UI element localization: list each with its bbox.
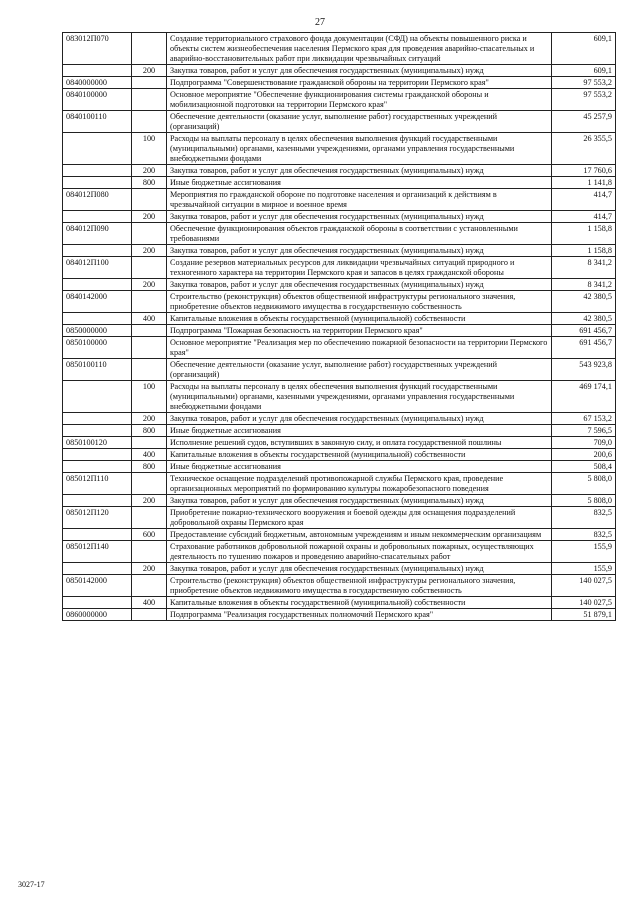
expense-type-cell xyxy=(132,89,167,111)
code-cell: 085012П120 xyxy=(63,507,132,529)
code-cell xyxy=(63,495,132,507)
expense-type-cell xyxy=(132,507,167,529)
page-number: 27 xyxy=(315,17,325,28)
table-row xyxy=(63,133,616,165)
code-cell xyxy=(63,65,132,77)
amount-cell: 45 257,9 xyxy=(552,111,616,133)
code-cell xyxy=(63,133,132,165)
amount-cell: 414,7 xyxy=(552,211,616,223)
amount-cell: 155,9 xyxy=(552,541,616,563)
amount-cell: 709,0 xyxy=(552,437,616,449)
table-row xyxy=(63,257,616,279)
table-row xyxy=(63,325,616,337)
code-cell xyxy=(63,165,132,177)
code-cell: 085012П140 xyxy=(63,541,132,563)
code-cell: 0840000000 xyxy=(63,77,132,89)
amount-cell: 1 158,8 xyxy=(552,245,616,257)
description-cell: Подпрограмма "Совершенствование гражданской обороны на территории Пермского края" xyxy=(167,77,552,89)
expense-type-cell: 200 xyxy=(132,495,167,507)
expense-type-cell: 800 xyxy=(132,177,167,189)
code-cell xyxy=(63,425,132,437)
description-cell: Закупка товаров, работ и услуг для обеспечения государственных (муниципальных) нужд xyxy=(167,165,552,177)
table-row xyxy=(63,111,616,133)
code-cell: 0850100110 xyxy=(63,359,132,381)
expense-type-cell xyxy=(132,189,167,211)
table-row xyxy=(63,563,616,575)
table-row xyxy=(63,177,616,189)
table-row xyxy=(63,381,616,413)
table-row xyxy=(63,449,616,461)
amount-cell: 1 141,8 xyxy=(552,177,616,189)
description-cell: Закупка товаров, работ и услуг для обеспечения государственных (муниципальных) нужд xyxy=(167,495,552,507)
table-row xyxy=(63,77,616,89)
amount-cell: 51 879,1 xyxy=(552,609,616,621)
expense-type-cell xyxy=(132,291,167,313)
code-cell xyxy=(63,413,132,425)
amount-cell: 97 553,2 xyxy=(552,89,616,111)
expense-type-cell xyxy=(132,575,167,597)
amount-cell: 832,5 xyxy=(552,507,616,529)
table-row xyxy=(63,337,616,359)
code-cell xyxy=(63,563,132,575)
amount-cell: 200,6 xyxy=(552,449,616,461)
amount-cell: 155,9 xyxy=(552,563,616,575)
table-row xyxy=(63,165,616,177)
amount-cell: 5 808,0 xyxy=(552,473,616,495)
code-cell xyxy=(63,529,132,541)
expense-type-cell xyxy=(132,337,167,359)
table-row xyxy=(63,609,616,621)
code-cell xyxy=(63,461,132,473)
expense-type-cell xyxy=(132,77,167,89)
expense-type-cell xyxy=(132,111,167,133)
description-cell: Иные бюджетные ассигнования xyxy=(167,461,552,473)
description-cell: Предоставление субсидий бюджетным, автономным учреждениям и иным некоммерческим организациям xyxy=(167,529,552,541)
code-cell: 0850000000 xyxy=(63,325,132,337)
expense-type-cell: 200 xyxy=(132,245,167,257)
description-cell: Обеспечение функционирования объектов гражданской обороны в соответствии с установленными требованиями xyxy=(167,223,552,245)
amount-cell: 508,4 xyxy=(552,461,616,473)
budget-table xyxy=(62,32,616,621)
amount-cell: 469 174,1 xyxy=(552,381,616,413)
description-cell: Мероприятия по гражданской обороне по подготовке населения и организаций к действиям в чрезвычайной ситуации в мирное и военное время xyxy=(167,189,552,211)
amount-cell: 8 341,2 xyxy=(552,257,616,279)
code-cell: 083012П070 xyxy=(63,33,132,65)
expense-type-cell: 100 xyxy=(132,381,167,413)
amount-cell: 26 355,5 xyxy=(552,133,616,165)
amount-cell: 609,1 xyxy=(552,33,616,65)
expense-type-cell: 200 xyxy=(132,211,167,223)
table-row xyxy=(63,189,616,211)
amount-cell: 140 027,5 xyxy=(552,575,616,597)
description-cell: Иные бюджетные ассигнования xyxy=(167,177,552,189)
expense-type-cell: 200 xyxy=(132,65,167,77)
amount-cell: 832,5 xyxy=(552,529,616,541)
table-row xyxy=(63,413,616,425)
expense-type-cell: 400 xyxy=(132,597,167,609)
description-cell: Капитальные вложения в объекты государственной (муниципальной) собственности xyxy=(167,449,552,461)
expense-type-cell: 100 xyxy=(132,133,167,165)
description-cell: Исполнение решений судов, вступивших в законную силу, и оплата государственной пошлины xyxy=(167,437,552,449)
table-row xyxy=(63,223,616,245)
amount-cell: 97 553,2 xyxy=(552,77,616,89)
description-cell: Основное мероприятие "Обеспечение функционирования системы гражданской обороны и мобилизационной подготовки на территории Пермского края" xyxy=(167,89,552,111)
table-row xyxy=(63,425,616,437)
expense-type-cell xyxy=(132,325,167,337)
expense-type-cell xyxy=(132,437,167,449)
description-cell: Приобретение пожарно-технического вооружения и боевой одежды для оснащения подразделений добровольной охраны Пермского края xyxy=(167,507,552,529)
table-row xyxy=(63,529,616,541)
code-cell xyxy=(63,279,132,291)
description-cell: Страхование работников добровольной пожарной охраны и добровольных пожарных, осуществляющих деятельность по тушению пожаров и проведению аварийно-спасательных работ xyxy=(167,541,552,563)
description-cell: Закупка товаров, работ и услуг для обеспечения государственных (муниципальных) нужд xyxy=(167,279,552,291)
description-cell: Подпрограмма "Пожарная безопасность на территории Пермского края" xyxy=(167,325,552,337)
expense-type-cell: 200 xyxy=(132,165,167,177)
table-row xyxy=(63,313,616,325)
table-row xyxy=(63,461,616,473)
code-cell xyxy=(63,381,132,413)
table-row xyxy=(63,89,616,111)
table-row xyxy=(63,359,616,381)
table-row xyxy=(63,65,616,77)
amount-cell: 609,1 xyxy=(552,65,616,77)
amount-cell: 42 380,5 xyxy=(552,313,616,325)
expense-type-cell xyxy=(132,33,167,65)
code-cell xyxy=(63,313,132,325)
description-cell: Расходы на выплаты персоналу в целях обеспечения выполнения функций государственными (муниципальными) органами, казенными учреждениями, органами управления государственными внебюджетными фондами xyxy=(167,381,552,413)
code-cell: 084012П090 xyxy=(63,223,132,245)
description-cell: Иные бюджетные ассигнования xyxy=(167,425,552,437)
description-cell: Закупка товаров, работ и услуг для обеспечения государственных (муниципальных) нужд xyxy=(167,563,552,575)
table-row xyxy=(63,291,616,313)
expense-type-cell: 800 xyxy=(132,461,167,473)
table-row xyxy=(63,245,616,257)
description-cell: Закупка товаров, работ и услуг для обеспечения государственных (муниципальных) нужд xyxy=(167,413,552,425)
description-cell: Основное мероприятие "Реализация мер по обеспечению пожарной безопасности на территории Пермского края" xyxy=(167,337,552,359)
table-row xyxy=(63,473,616,495)
expense-type-cell xyxy=(132,541,167,563)
expense-type-cell: 400 xyxy=(132,313,167,325)
amount-cell: 543 923,8 xyxy=(552,359,616,381)
description-cell: Создание резервов материальных ресурсов для ликвидации чрезвычайных ситуаций природного и техногенного характера на территории Пермского края и запасов в целях гражданской обороны xyxy=(167,257,552,279)
description-cell: Расходы на выплаты персоналу в целях обеспечения выполнения функций государственными (муниципальными) органами, казенными учреждениями, органами управления государственными внебюджетными фондами xyxy=(167,133,552,165)
code-cell xyxy=(63,211,132,223)
description-cell: Строительство (реконструкция) объектов общественной инфраструктуры регионального значения, приобретение объектов недвижимого имущества в государственную собственность xyxy=(167,575,552,597)
table-row xyxy=(63,575,616,597)
description-cell: Техническое оснащение подразделений противопожарной службы Пермского края, проведение организационных мероприятий по формированию культуры пожаробезопасного поведения xyxy=(167,473,552,495)
expense-type-cell xyxy=(132,223,167,245)
amount-cell: 17 760,6 xyxy=(552,165,616,177)
table-row xyxy=(63,507,616,529)
description-cell: Обеспечение деятельности (оказание услуг, выполнение работ) государственных учреждений (организаций) xyxy=(167,359,552,381)
description-cell: Обеспечение деятельности (оказание услуг, выполнение работ) государственных учреждений (организаций) xyxy=(167,111,552,133)
code-cell: 0850100000 xyxy=(63,337,132,359)
table-row xyxy=(63,541,616,563)
table-row xyxy=(63,211,616,223)
expense-type-cell xyxy=(132,257,167,279)
amount-cell: 140 027,5 xyxy=(552,597,616,609)
description-cell: Капитальные вложения в объекты государственной (муниципальной) собственности xyxy=(167,597,552,609)
code-cell xyxy=(63,177,132,189)
amount-cell: 691 456,7 xyxy=(552,337,616,359)
amount-cell: 8 341,2 xyxy=(552,279,616,291)
code-cell xyxy=(63,245,132,257)
expense-type-cell: 400 xyxy=(132,449,167,461)
code-cell xyxy=(63,597,132,609)
description-cell: Капитальные вложения в объекты государственной (муниципальной) собственности xyxy=(167,313,552,325)
code-cell: 0840100110 xyxy=(63,111,132,133)
expense-type-cell xyxy=(132,609,167,621)
expense-type-cell: 600 xyxy=(132,529,167,541)
expense-type-cell xyxy=(132,473,167,495)
code-cell: 084012П100 xyxy=(63,257,132,279)
expense-type-cell: 200 xyxy=(132,279,167,291)
code-cell: 0860000000 xyxy=(63,609,132,621)
description-cell: Создание территориального страхового фонда документации (СФД) на объекты повышенного риска и объекты систем жизнеобеспечения населения Пермского края для проведения аварийно-спасательных и аварийно-восстановительных работ при ликвидации чрезвычайных ситуаций xyxy=(167,33,552,65)
code-cell: 0840100000 xyxy=(63,89,132,111)
table-row xyxy=(63,495,616,507)
amount-cell: 7 596,5 xyxy=(552,425,616,437)
description-cell: Подпрограмма "Реализация государственных полномочий Пермского края" xyxy=(167,609,552,621)
code-cell: 0840142000 xyxy=(63,291,132,313)
amount-cell: 67 153,2 xyxy=(552,413,616,425)
expense-type-cell: 800 xyxy=(132,425,167,437)
description-cell: Закупка товаров, работ и услуг для обеспечения государственных (муниципальных) нужд xyxy=(167,65,552,77)
table-row xyxy=(63,437,616,449)
footer-code: 3027-17 xyxy=(18,880,45,889)
code-cell: 084012П080 xyxy=(63,189,132,211)
expense-type-cell: 200 xyxy=(132,413,167,425)
table-row xyxy=(63,33,616,65)
table-row xyxy=(63,597,616,609)
description-cell: Закупка товаров, работ и услуг для обеспечения государственных (муниципальных) нужд xyxy=(167,245,552,257)
amount-cell: 42 380,5 xyxy=(552,291,616,313)
amount-cell: 691 456,7 xyxy=(552,325,616,337)
amount-cell: 5 808,0 xyxy=(552,495,616,507)
code-cell xyxy=(63,449,132,461)
code-cell: 085012П110 xyxy=(63,473,132,495)
description-cell: Строительство (реконструкция) объектов общественной инфраструктуры регионального значения, приобретение объектов недвижимого имущества в государственную собственность xyxy=(167,291,552,313)
expense-type-cell: 200 xyxy=(132,563,167,575)
code-cell: 0850142000 xyxy=(63,575,132,597)
table-row xyxy=(63,279,616,291)
amount-cell: 414,7 xyxy=(552,189,616,211)
description-cell: Закупка товаров, работ и услуг для обеспечения государственных (муниципальных) нужд xyxy=(167,211,552,223)
code-cell: 0850100120 xyxy=(63,437,132,449)
amount-cell: 1 158,8 xyxy=(552,223,616,245)
expense-type-cell xyxy=(132,359,167,381)
